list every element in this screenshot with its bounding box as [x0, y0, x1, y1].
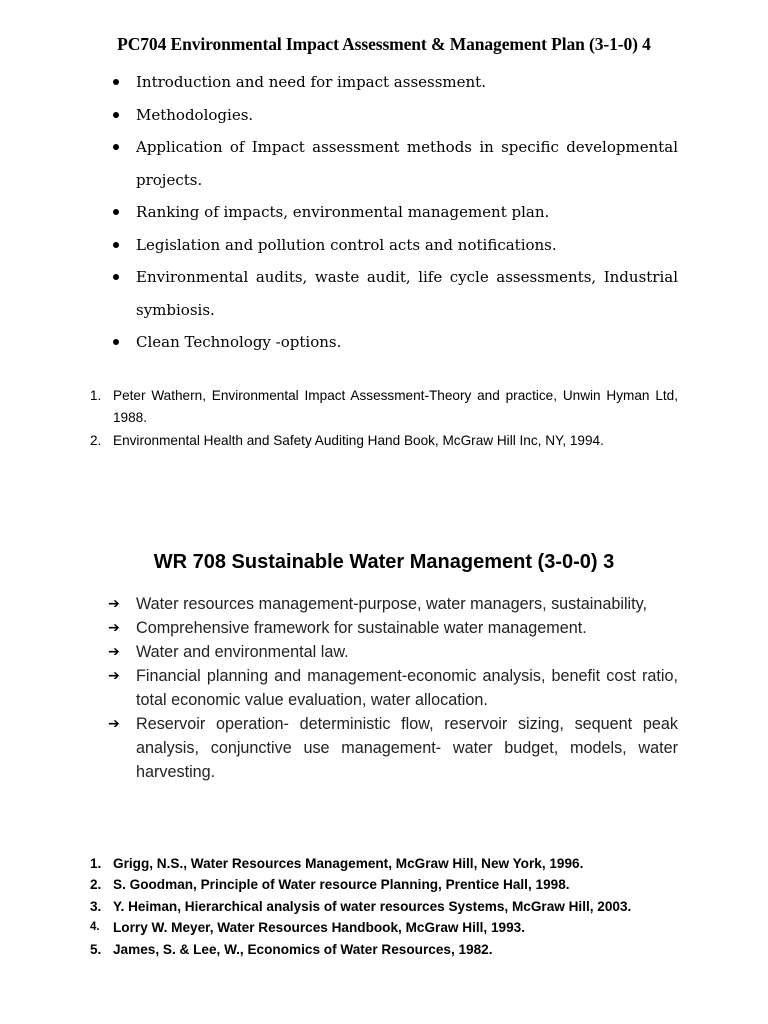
- arrow-right-icon: ➔: [108, 668, 120, 684]
- topic-text: Environmental audits, waste audit, life cycle assessments, Industrial symbiosis.: [136, 268, 678, 319]
- reference-number: 4.: [90, 921, 100, 934]
- course-title-wr708: WR 708 Sustainable Water Management (3-0-0) 3: [153, 551, 615, 573]
- list-item: [106, 261, 678, 326]
- bullet-icon: [113, 144, 119, 150]
- topic-text: Clean Technology -options.: [136, 333, 342, 351]
- bullet-icon: [113, 112, 119, 118]
- list-item: [106, 712, 678, 784]
- list-item: [106, 592, 678, 616]
- reference-number: 2.: [90, 433, 102, 448]
- topic-text: Legislation and pollution control acts and notifications.: [136, 235, 557, 254]
- reference-item: [88, 430, 678, 452]
- bullet-icon: [113, 274, 119, 280]
- wr708-reference-list: [88, 853, 708, 960]
- list-item: [106, 616, 678, 640]
- reference-item: [88, 939, 708, 960]
- list-item: [106, 99, 678, 132]
- reference-number: 1.: [90, 856, 102, 871]
- topic-text: Application of Impact assessment methods in specific developmental projects.: [136, 138, 678, 189]
- reference-number: 2.: [90, 877, 102, 893]
- list-item: [106, 326, 678, 359]
- reference-text: Grigg, N.S., Water Resources Management, McGraw Hill, New York, 1996.: [113, 856, 584, 871]
- list-item: [106, 196, 678, 229]
- reference-text: Peter Wathern, Environmental Impact Assessment-Theory and practice, Unwin Hyman Ltd, 1988.: [113, 388, 678, 425]
- reference-item: [88, 385, 678, 429]
- reference-number: 3.: [90, 898, 102, 914]
- bullet-icon: [113, 209, 119, 215]
- list-item: [106, 640, 678, 664]
- reference-item: [88, 874, 708, 895]
- reference-item: [88, 917, 708, 938]
- list-item: [106, 131, 678, 196]
- reference-text: Y. Heiman, Hierarchical analysis of water resources Systems, McGraw Hill, 2003.: [113, 898, 632, 914]
- pc704-reference-list: [88, 385, 678, 453]
- topic-text: Comprehensive framework for sustainable water management.: [136, 619, 587, 637]
- wr708-topic-list: [106, 592, 678, 784]
- list-item: [106, 229, 678, 262]
- arrow-right-icon: ➔: [108, 620, 120, 636]
- topic-text: Ranking of impacts, environmental management plan.: [136, 203, 550, 221]
- reference-number: 1.: [90, 388, 102, 403]
- arrow-right-icon: ➔: [108, 716, 120, 732]
- reference-item: [88, 853, 708, 874]
- bullet-icon: [113, 339, 119, 345]
- topic-text: Reservoir operation- deterministic flow, reservoir sizing, sequent peak analysis, conjunctive use management- water budget, models, water harvesting.: [136, 715, 678, 781]
- bullet-icon: [113, 242, 119, 248]
- topic-text: Water resources management-purpose, water managers, sustainability,: [136, 595, 648, 613]
- bullet-icon: [113, 79, 119, 85]
- reference-text: James, S. & Lee, W., Economics of Water Resources, 1982.: [113, 941, 493, 957]
- list-item: [106, 66, 678, 99]
- arrow-right-icon: ➔: [108, 596, 120, 612]
- topic-text: Water and environmental law.: [136, 643, 349, 661]
- pc704-topic-list: [106, 66, 678, 359]
- reference-text: Lorry W. Meyer, Water Resources Handbook, McGraw Hill, 1993.: [113, 920, 525, 936]
- course-title-pc704: PC704 Environmental Impact Assessment & Management Plan (3-1-0) 4: [117, 34, 651, 54]
- topic-text: Financial planning and management-economic analysis, benefit cost ratio, total economic value evaluation, water allocation.: [136, 667, 678, 709]
- reference-text: S. Goodman, Principle of Water resource Planning, Prentice Hall, 1998.: [113, 877, 570, 893]
- arrow-right-icon: ➔: [108, 644, 120, 660]
- reference-number: 5.: [90, 941, 102, 957]
- reference-item: [88, 896, 708, 917]
- list-item: [106, 664, 678, 712]
- reference-text: Environmental Health and Safety Auditing Hand Book, McGraw Hill Inc, NY, 1994.: [113, 433, 604, 448]
- topic-text: Introduction and need for impact assessment.: [136, 73, 486, 91]
- topic-text: Methodologies.: [136, 105, 254, 124]
